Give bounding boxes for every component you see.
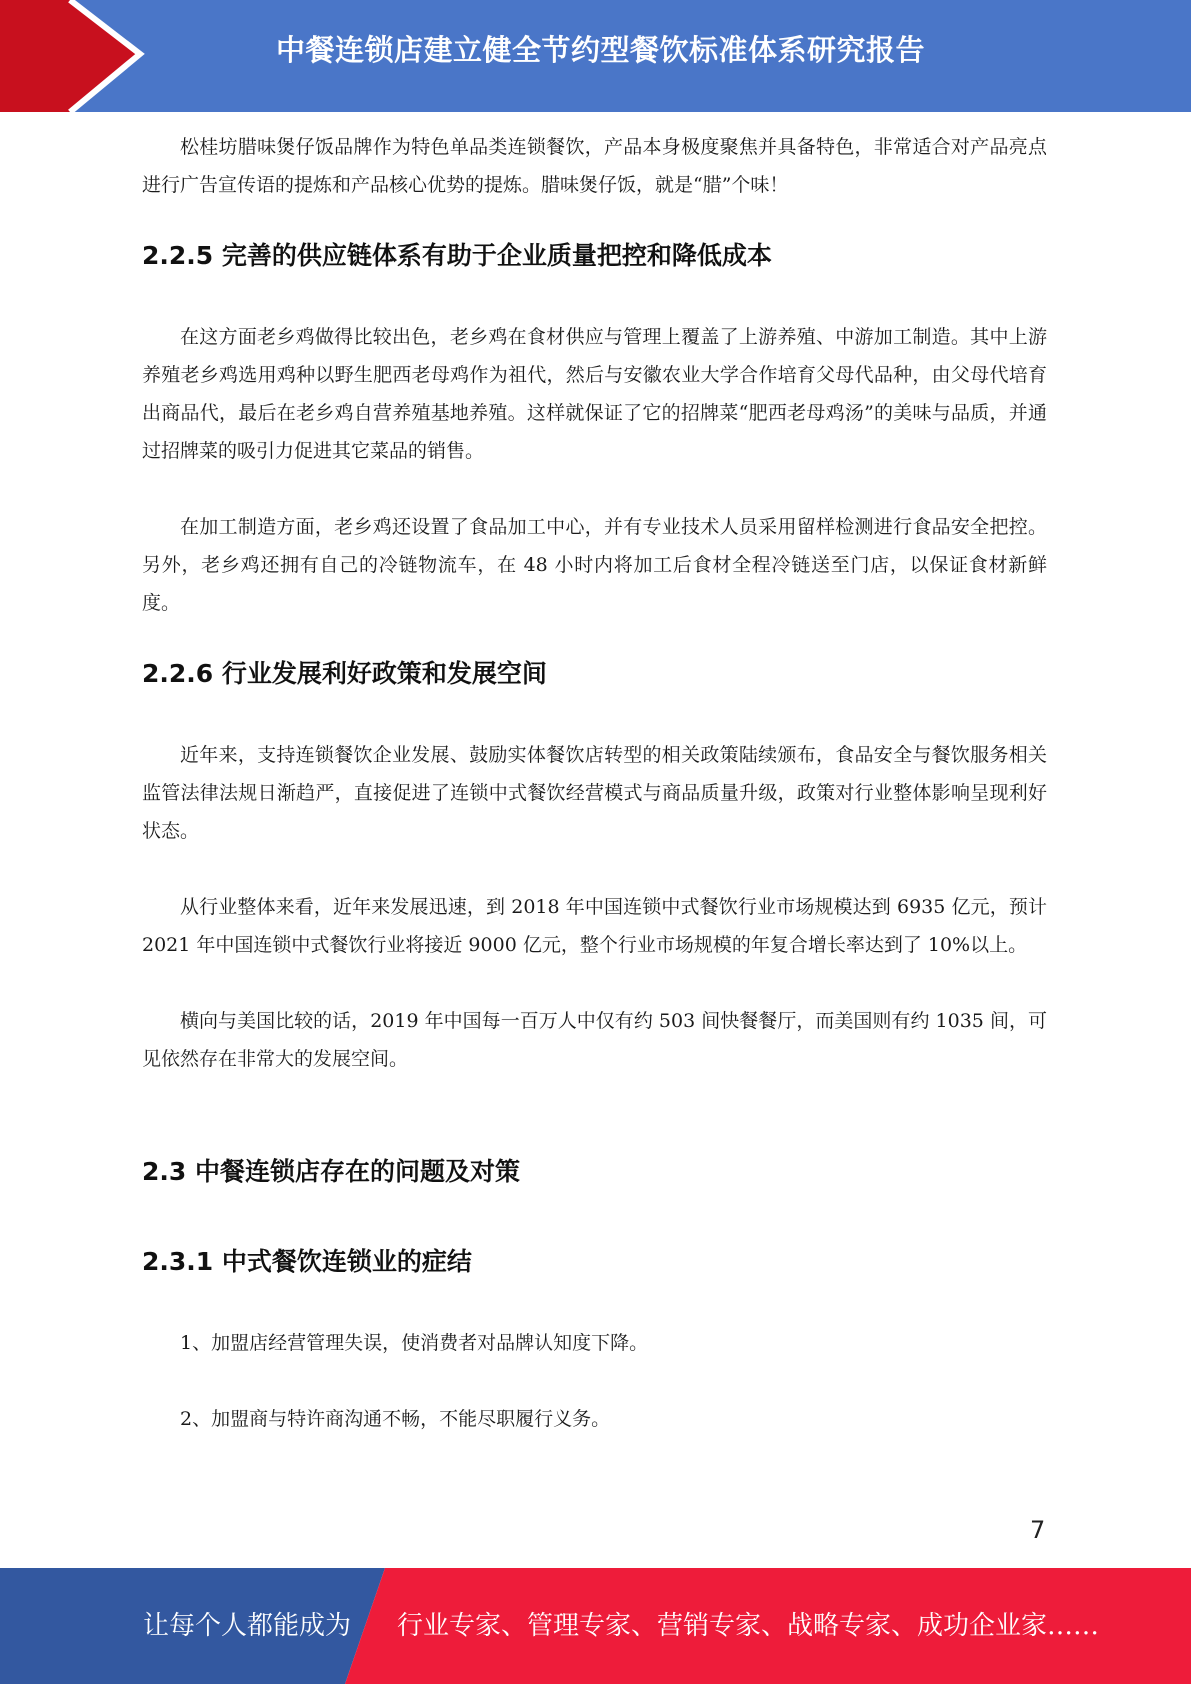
document-title: 中餐连锁店建立健全节约型餐饮标准体系研究报告 bbox=[275, 33, 925, 67]
header-arrow-decoration bbox=[0, 0, 160, 112]
list-item: 2、加盟商与特许商沟通不畅，不能尽职履行义务。 bbox=[180, 1408, 611, 1430]
paragraph: 横向与美国比较的话，2019 年中国每一百万人中仅有约 503 间快餐餐厅，而美国则有约 1035 间，可见依然存在非常大的发展空间。 bbox=[142, 1010, 1047, 1070]
paragraph: 松桂坊腊味煲仔饭品牌作为特色单品类连锁餐饮，产品本身极度聚焦并具备特色，非常适合对产品亮点进行广告宣传语的提炼和产品核心优势的提炼。腊味煲仔饭，就是“腊”个味！ bbox=[142, 136, 1047, 196]
page-content bbox=[142, 128, 1047, 1438]
page-footer bbox=[0, 1568, 1191, 1684]
footer-slogan-right: 行业专家、管理专家、营销专家、战略专家、成功企业家…… bbox=[397, 1611, 1100, 1641]
page-number: 7 bbox=[1030, 1516, 1046, 1544]
paragraph: 近年来，支持连锁餐饮企业发展、鼓励实体餐饮店转型的相关政策陆续颁布，食品安全与餐饮服务相关监管法律法规日渐趋严，直接促进了连锁中式餐饮经营模式与商品质量升级，政策对行业整体影响呈现利好状态。 bbox=[142, 744, 1047, 842]
paragraph: 在加工制造方面，老乡鸡还设置了食品加工中心，并有专业技术人员采用留样检测进行食品安全把控。另外，老乡鸡还拥有自己的冷链物流车，在 48 小时内将加工后食材全程冷链送至门店，以保证食材新鲜度。 bbox=[142, 516, 1047, 614]
paragraph: 在这方面老乡鸡做得比较出色，老乡鸡在食材供应与管理上覆盖了上游养殖、中游加工制造。其中上游养殖老乡鸡选用鸡种以野生肥西老母鸡作为祖代，然后与安徽农业大学合作培育父母代品种，由父母代培育出商品代，最后在老乡鸡自营养殖基地养殖。这样就保证了它的招牌菜“肥西老母鸡汤”的美味与品质，并通过招牌菜的吸引力促进其它菜品的销售。 bbox=[142, 326, 1047, 462]
section-heading-2-3-1: 2.3.1 中式餐饮连锁业的症结 bbox=[142, 1247, 472, 1276]
list-item: 1、加盟店经营管理失误，使消费者对品牌认知度下降。 bbox=[180, 1332, 649, 1354]
footer-slogan-left: 让每个人都能成为 bbox=[143, 1611, 352, 1641]
paragraph: 从行业整体来看，近年来发展迅速，到 2018 年中国连锁中式餐饮行业市场规模达到 6935 亿元，预计 2021 年中国连锁中式餐饮行业将接近 9000 亿元，整个行业市场规模的年复合增长率达到了 10%以上。 bbox=[142, 896, 1047, 956]
section-heading-2-2-6: 2.2.6 行业发展利好政策和发展空间 bbox=[142, 659, 547, 688]
section-heading-2-2-5: 2.2.5 完善的供应链体系有助于企业质量把控和降低成本 bbox=[142, 241, 772, 270]
section-heading-2-3: 2.3 中餐连锁店存在的问题及对策 bbox=[142, 1157, 520, 1186]
page-header bbox=[0, 0, 1191, 112]
